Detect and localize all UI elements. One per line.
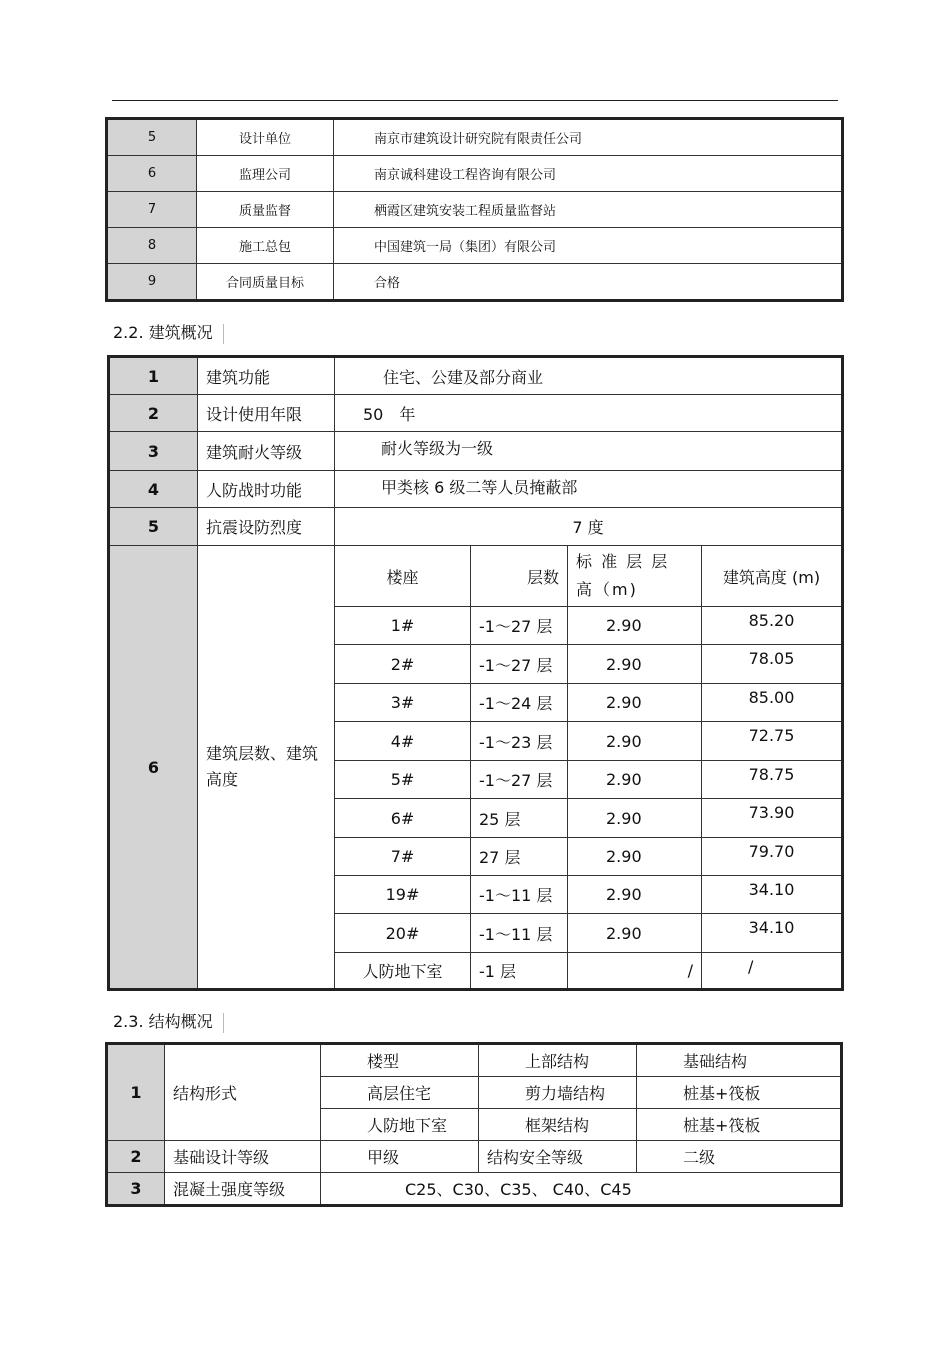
table-row <box>109 432 843 471</box>
row-number: 8 <box>107 228 197 264</box>
standard-height: 2.90 <box>568 914 702 953</box>
table-row <box>109 357 843 395</box>
column-header: 楼座 <box>335 546 471 607</box>
building-name: 1# <box>335 607 471 645</box>
row-number: 6 <box>109 546 198 990</box>
building-height: 34.10 <box>702 876 843 914</box>
row-label: 混凝土强度等级 <box>165 1173 321 1206</box>
building-floors: -1～24 层 <box>471 684 568 722</box>
row-value: 南京诚科建设工程咨询有限公司 <box>334 156 843 192</box>
row-number: 2 <box>109 395 198 432</box>
row-number: 4 <box>109 471 198 508</box>
building-height: 34.10 <box>702 914 843 953</box>
building-floors: -1～23 层 <box>471 722 568 761</box>
building-height: 78.75 <box>702 761 843 799</box>
column-header: 基础结构 <box>637 1044 842 1077</box>
foundation-grade: 甲级 <box>321 1141 479 1173</box>
row-value: 中国建筑一局（集团）有限公司 <box>334 228 843 264</box>
row-number: 3 <box>109 432 198 471</box>
table-row <box>107 119 843 156</box>
building-floors: -1～11 层 <box>471 914 568 953</box>
table-row <box>107 156 843 192</box>
table-row <box>109 471 843 508</box>
building-height: 85.20 <box>702 607 843 645</box>
structure-overview-table <box>105 1042 843 1207</box>
building-height: / <box>702 953 843 990</box>
section-title: 2.3. 结构概况 <box>113 1012 213 1031</box>
standard-height: 2.90 <box>568 607 702 645</box>
building-type: 高层住宅 <box>321 1077 479 1109</box>
building-height: 85.00 <box>702 684 843 722</box>
building-floors: -1～27 层 <box>471 761 568 799</box>
building-height: 78.05 <box>702 645 843 684</box>
building-floors: -1～27 层 <box>471 607 568 645</box>
table-row <box>107 1044 842 1077</box>
building-name: 5# <box>335 761 471 799</box>
row-value: 耐火等级为一级 <box>335 432 843 471</box>
concrete-grades: C25、C30、C35、 C40、C45 <box>321 1173 842 1206</box>
building-floors: 27 层 <box>471 838 568 876</box>
table-row <box>107 1141 842 1173</box>
building-floors: 25 层 <box>471 799 568 838</box>
project-parties-table <box>105 117 844 302</box>
building-name: 2# <box>335 645 471 684</box>
standard-height: 2.90 <box>568 876 702 914</box>
row-label: 建筑层数、建筑高度 <box>198 546 335 990</box>
standard-height: 2.90 <box>568 838 702 876</box>
building-name: 19# <box>335 876 471 914</box>
row-label: 基础设计等级 <box>165 1141 321 1173</box>
building-name: 20# <box>335 914 471 953</box>
building-name: 7# <box>335 838 471 876</box>
column-header: 层数 <box>471 546 568 607</box>
building-overview-table <box>107 355 844 991</box>
building-floors: -1～27 层 <box>471 645 568 684</box>
superstructure: 剪力墙结构 <box>479 1077 637 1109</box>
header-rule <box>112 100 838 101</box>
row-value: 50 年 <box>335 395 843 432</box>
row-number: 5 <box>107 119 197 156</box>
table-row <box>107 1173 842 1206</box>
building-name: 3# <box>335 684 471 722</box>
row-label: 施工总包 <box>197 228 334 264</box>
building-name: 4# <box>335 722 471 761</box>
standard-height: 2.90 <box>568 645 702 684</box>
safety-grade-label: 结构安全等级 <box>479 1141 637 1173</box>
row-label: 设计使用年限 <box>198 395 335 432</box>
row-number: 7 <box>107 192 197 228</box>
row-label: 建筑耐火等级 <box>198 432 335 471</box>
row-label: 设计单位 <box>197 119 334 156</box>
foundation: 桩基+筏板 <box>637 1109 842 1141</box>
foundation: 桩基+筏板 <box>637 1077 842 1109</box>
row-label: 建筑功能 <box>198 357 335 395</box>
table-row <box>107 192 843 228</box>
standard-height: 2.90 <box>568 761 702 799</box>
building-floors: -1 层 <box>471 953 568 990</box>
standard-height: 2.90 <box>568 799 702 838</box>
building-floors: -1～11 层 <box>471 876 568 914</box>
standard-height: 2.90 <box>568 722 702 761</box>
section-title: 2.2. 建筑概况 <box>113 323 213 342</box>
row-number: 1 <box>109 357 198 395</box>
row-value: 合格 <box>334 264 843 301</box>
row-label: 监理公司 <box>197 156 334 192</box>
row-label: 抗震设防烈度 <box>198 508 335 546</box>
row-value: 南京市建筑设计研究院有限责任公司 <box>334 119 843 156</box>
standard-height: 2.90 <box>568 684 702 722</box>
row-number: 1 <box>107 1044 165 1141</box>
row-label: 结构形式 <box>165 1044 321 1141</box>
table-row <box>109 546 843 607</box>
building-height: 79.70 <box>702 838 843 876</box>
building-height: 73.90 <box>702 799 843 838</box>
building-name: 人防地下室 <box>335 953 471 990</box>
table-row <box>107 228 843 264</box>
row-label: 人防战时功能 <box>198 471 335 508</box>
building-height: 72.75 <box>702 722 843 761</box>
row-number: 5 <box>109 508 198 546</box>
row-number: 3 <box>107 1173 165 1206</box>
column-header: 建筑高度 (m) <box>702 546 843 607</box>
column-header: 标 准 层 层 高（m) <box>568 546 702 607</box>
column-header: 上部结构 <box>479 1044 637 1077</box>
row-number: 2 <box>107 1141 165 1173</box>
column-header: 楼型 <box>321 1044 479 1077</box>
standard-height: / <box>568 953 702 990</box>
table-row <box>107 264 843 301</box>
building-type: 人防地下室 <box>321 1109 479 1141</box>
table-row <box>109 395 843 432</box>
table-row <box>109 508 843 546</box>
row-label: 质量监督 <box>197 192 334 228</box>
row-value: 住宅、公建及部分商业 <box>335 357 843 395</box>
superstructure: 框架结构 <box>479 1109 637 1141</box>
row-number: 9 <box>107 264 197 301</box>
row-value: 7 度 <box>335 508 843 546</box>
section-heading-2-3 <box>113 1009 224 1033</box>
row-value: 栖霞区建筑安装工程质量监督站 <box>334 192 843 228</box>
row-label: 合同质量目标 <box>197 264 334 301</box>
row-number: 6 <box>107 156 197 192</box>
section-heading-2-2 <box>113 320 224 344</box>
building-name: 6# <box>335 799 471 838</box>
safety-grade: 二级 <box>637 1141 842 1173</box>
row-value: 甲类核 6 级二等人员掩蔽部 <box>335 471 843 508</box>
